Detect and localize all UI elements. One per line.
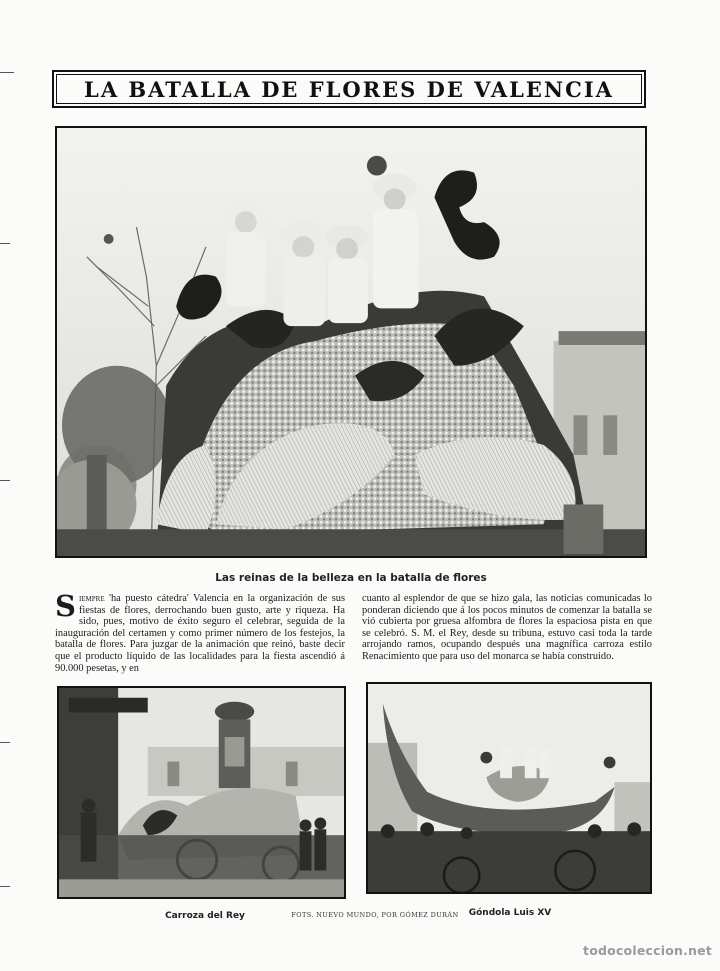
watermark-logo: todocoleccion.net [583,943,712,958]
article-text-left: 'ha puesto cátedra' Valencia en la organización de sus fiestas de flores, derrochando buen gusto, arte y riqueza. Ha sido, pues, motivo de éxito seguro el celebrar, seguida de la inauguración del certamen y como primer número de los festejos, la batalla de flores. Para juzgar de la animación que reinó, baste decir que el producto líquido de las localidades para la fiesta ascendió á 90.000 pesetas, y en [55,593,345,674]
article-column-right [362,593,652,663]
main-photo-image [57,128,645,556]
article-lead-word: iempre [78,593,105,604]
margin-mark [0,480,10,481]
drop-cap: S [55,589,76,623]
photo-gondola-luis-xv [366,682,652,894]
caption-carroza-del-rey: Carroza del Rey [165,911,245,921]
gondola-photo-image [368,684,650,892]
article-text-right: cuanto al esplendor de que se hizo gala, las noticias comunicadas lo ponderan diciendo que á los pocos minutos de comenzar la batalla se vió cubierta por gruesa alfombra de flores la espaciosa pista en que se celebró. S. M. el Rey, desde su tribuna, estuvo casi toda la tarde arrojando ramos, ocupando después una magnífica carroza estilo Renacimiento que para uso del monarca se había construido. [362,593,652,662]
margin-mark [0,72,14,73]
headline-box [52,70,646,108]
carroza-photo-image [59,688,344,897]
main-photo-flower-float [55,126,647,558]
photo-carroza-del-rey [57,686,346,899]
caption-gondola-luis-xv: Góndola Luis XV [468,908,552,918]
page-title: LA BATALLA DE FLORES DE VALENCIA [84,76,614,102]
photo-credit: FOTS. NUEVO MUNDO, POR GÓMEZ DURÁN [291,911,459,919]
article-column-left [55,589,345,674]
margin-mark [0,742,10,743]
main-photo-caption: Las reinas de la belleza en la batalla de flores [215,572,487,584]
margin-mark [0,243,10,244]
margin-mark [0,886,10,887]
